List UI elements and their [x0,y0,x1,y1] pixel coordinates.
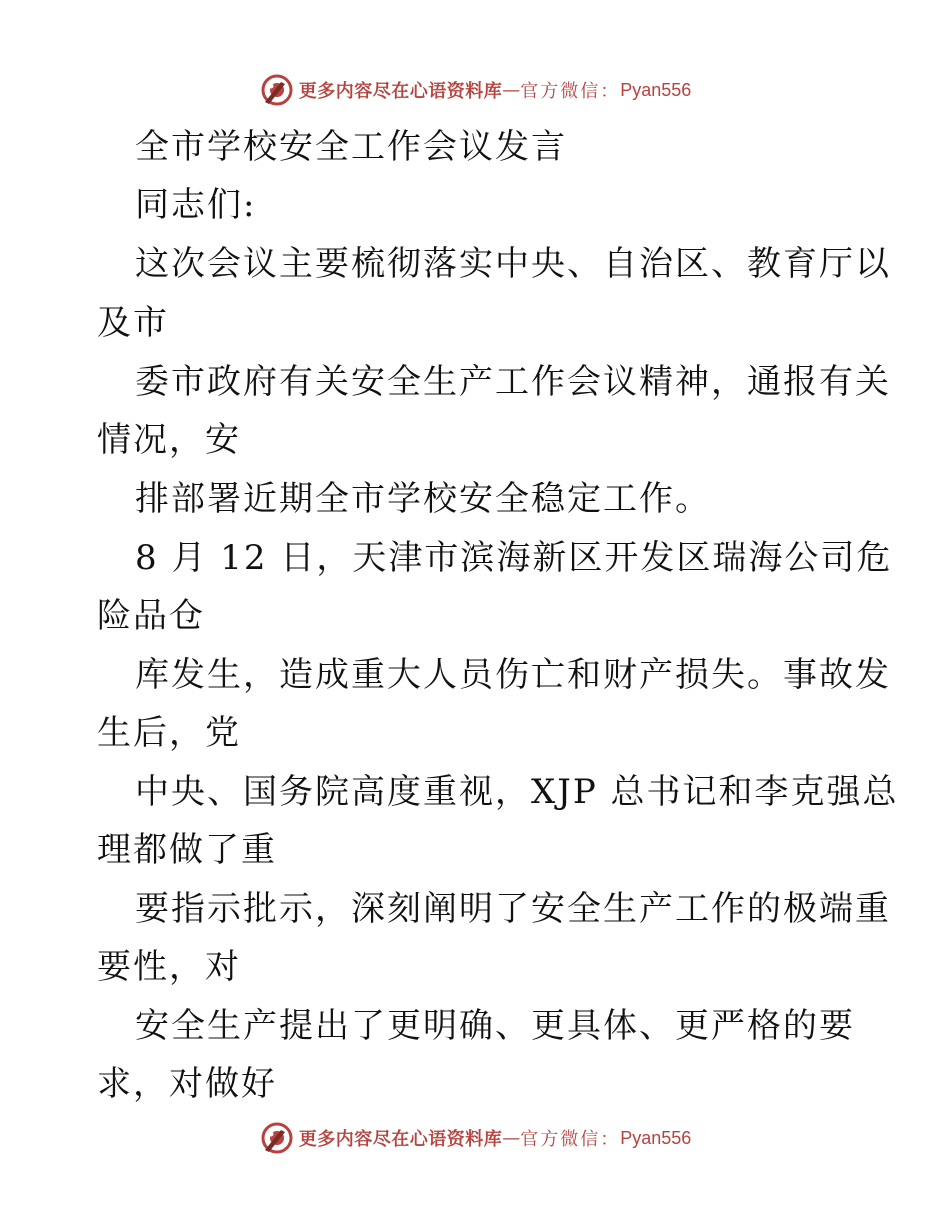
paragraph-line: 生后，党 [97,713,241,753]
watermark-wechat-label: 官方微信： [520,1129,621,1150]
watermark-wechat-id: Pyan556 [620,1127,692,1148]
paragraph-line: 求，对做好 [97,1064,277,1104]
watermark-wechat-id: Pyan556 [620,79,692,100]
paragraph-line: 排部署近期全市学校安全稳定工作。 [135,479,711,519]
paragraph-line: 要指示批示，深刻阐明了安全生产工作的极端重 [135,889,891,929]
watermark-text: 更多内容尽在心语资料库 [298,81,503,102]
paragraph-line: 这次会议主要梳彻落实中央、自治区、教育厅以 [135,244,891,284]
header-watermark [0,70,950,110]
paragraph-line: 安全生产提出了更明确、更具体、更严格的要 [135,1006,855,1046]
watermark-separator: — [502,1127,521,1149]
paragraph-line: 情况，安 [97,420,241,460]
watermark-text: 更多内容尽在心语资料库 [298,1129,503,1150]
watermark-separator: — [502,79,521,101]
watermark-wechat-label: 官方微信： [520,81,621,102]
pen-logo-icon [259,72,295,108]
footer-watermark [0,1118,950,1158]
paragraph-line: 中央、国务院高度重视，XJP 总书记和李克强总 [135,772,899,812]
paragraph-line: 要性，对 [97,947,241,987]
paragraph-line: 库发生，造成重大人员伤亡和财产损失。事故发 [135,655,891,695]
salutation: 同志们: [135,185,257,225]
paragraph-line: 险品仓 [97,596,205,636]
paragraph-line: 委市政府有关安全生产工作会议精神，通报有关 [135,362,891,402]
paragraph-line: 理都做了重 [97,830,277,870]
paragraph-line: 及市 [97,303,169,343]
document-title: 全市学校安全工作会议发言 [135,127,567,167]
paragraph-line: 8 月 12 日，天津市滨海新区开发区瑞海公司危 [135,538,893,578]
pen-logo-icon [259,1120,295,1156]
